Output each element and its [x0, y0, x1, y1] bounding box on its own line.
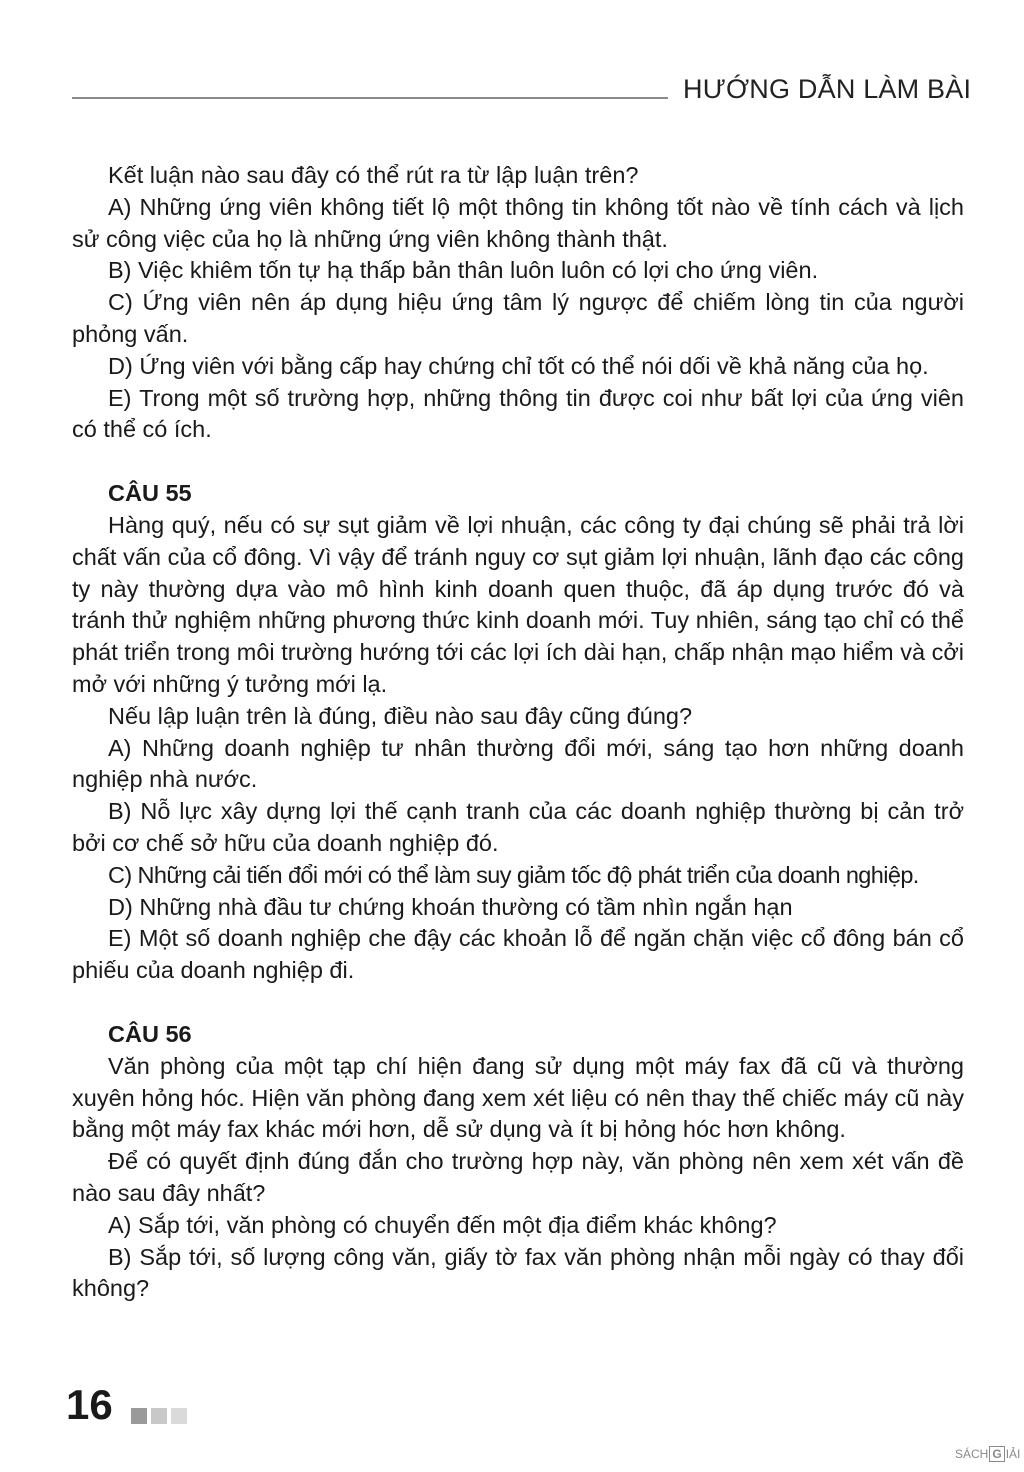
intro-option-b: B) Việc khiêm tốn tự hạ thấp bản thân luôn luôn có lợi cho ứng viên. — [108, 257, 819, 284]
intro-option-e: E) Trong một số trường hợp, những thông tin được coi như bất lợi của ứng viên có thể có ích. — [72, 384, 964, 443]
watermark-box-letter: G — [989, 1446, 1004, 1462]
intro-option-c: C) Ứng viên nên áp dụng hiệu ứng tâm lý ngược để chiếm lòng tin của người phỏng vấn. — [72, 289, 964, 347]
decor-square — [151, 1408, 167, 1424]
question-56-option-b: B) Sắp tới, số lượng công văn, giấy tờ fax văn phòng nhận mỗi ngày có thay đổi không? — [72, 1243, 964, 1302]
page-number: 16 — [66, 1381, 113, 1428]
intro-question: Kết luận nào sau đây có thể rút ra từ lập luận trên? — [108, 162, 639, 188]
question-56-heading: CÂU 56 — [108, 1020, 192, 1047]
question-55-heading: CÂU 55 — [108, 480, 192, 507]
decor-square — [131, 1408, 147, 1424]
watermark-text-right: IẢI — [1005, 1447, 1021, 1461]
watermark-text-left: SÁCH — [955, 1447, 989, 1461]
page-header-title: HƯỚNG DẪN LÀM BÀI — [683, 74, 972, 104]
question-56-passage: Văn phòng của một tạp chí hiện đang sử dụng một máy fax đã cũ và thường xuyên hỏng hóc. Hiện văn phòng đang xem xét liệu có nên thay thế chiếc máy cũ này bằng một máy fax khác mới hơn, dễ sử dụng và ít bị hỏng hóc hơn không. — [72, 1052, 964, 1143]
question-55-passage: Hàng quý, nếu có sự sụt giảm về lợi nhuận, các công ty đại chúng sẽ phải trả lời chất vấn của cổ đông. Vì vậy để tránh nguy cơ sụt giảm lợi nhuận, lãnh đạo các công ty này thường dựa vào mô hình kinh doanh quen thuộc, đã áp dụng trước đó và tránh thử nghiệm những phương thức kinh doanh mới. Tuy nhiên, sáng tạo chỉ có thể phát triển trong môi trường hướng tới các lợi ích dài hạn, chấp nhận mạo hiểm và cởi mở với những ý tưởng mới lạ. — [72, 511, 964, 697]
question-55-option-b: B) Nỗ lực xây dựng lợi thế cạnh tranh của các doanh nghiệp thường bị cản trở bởi cơ chế sở hữu của doanh nghiệp đó. — [72, 798, 964, 856]
intro-option-a: A) Những ứng viên không tiết lộ một thông tin không tốt nào về tính cách và lịch sử công việc của họ là những ứng viên không thành thật. — [72, 193, 964, 252]
question-55-option-d: D) Những nhà đầu tư chứng khoán thường có tầm nhìn ngắn hạn — [108, 893, 793, 920]
page-content — [72, 160, 964, 1305]
question-55-option-e: E) Một số doanh nghiệp che đậy các khoản lỗ để ngăn chặn việc cổ đông bán cổ phiếu của doanh nghiệp đi. — [72, 925, 964, 984]
intro-option-d: D) Ứng viên với bằng cấp hay chứng chỉ tốt có thể nói dối về khả năng của họ. — [108, 352, 929, 379]
question-55-prompt: Nếu lập luận trên là đúng, điều nào sau đây cũng đúng? — [108, 702, 693, 729]
watermark-logo — [955, 1446, 1020, 1462]
decor-square — [171, 1408, 187, 1424]
question-56-prompt: Để có quyết định đúng đắn cho trường hợp này, văn phòng nên xem xét vấn đề nào sau đây nhất? — [72, 1148, 964, 1206]
header-rule — [72, 97, 668, 99]
question-56-option-a: A) Sắp tới, văn phòng có chuyển đến một địa điểm khác không? — [108, 1211, 777, 1238]
page-number-decoration — [131, 1408, 187, 1424]
question-55-option-a: A) Những doanh nghiệp tư nhân thường đổi mới, sáng tạo hơn những doanh nghiệp nhà nước. — [72, 734, 964, 793]
question-55-option-c: C) Những cải tiến đổi mới có thể làm suy giảm tốc độ phát triển của doanh nghiệp. — [108, 861, 919, 888]
